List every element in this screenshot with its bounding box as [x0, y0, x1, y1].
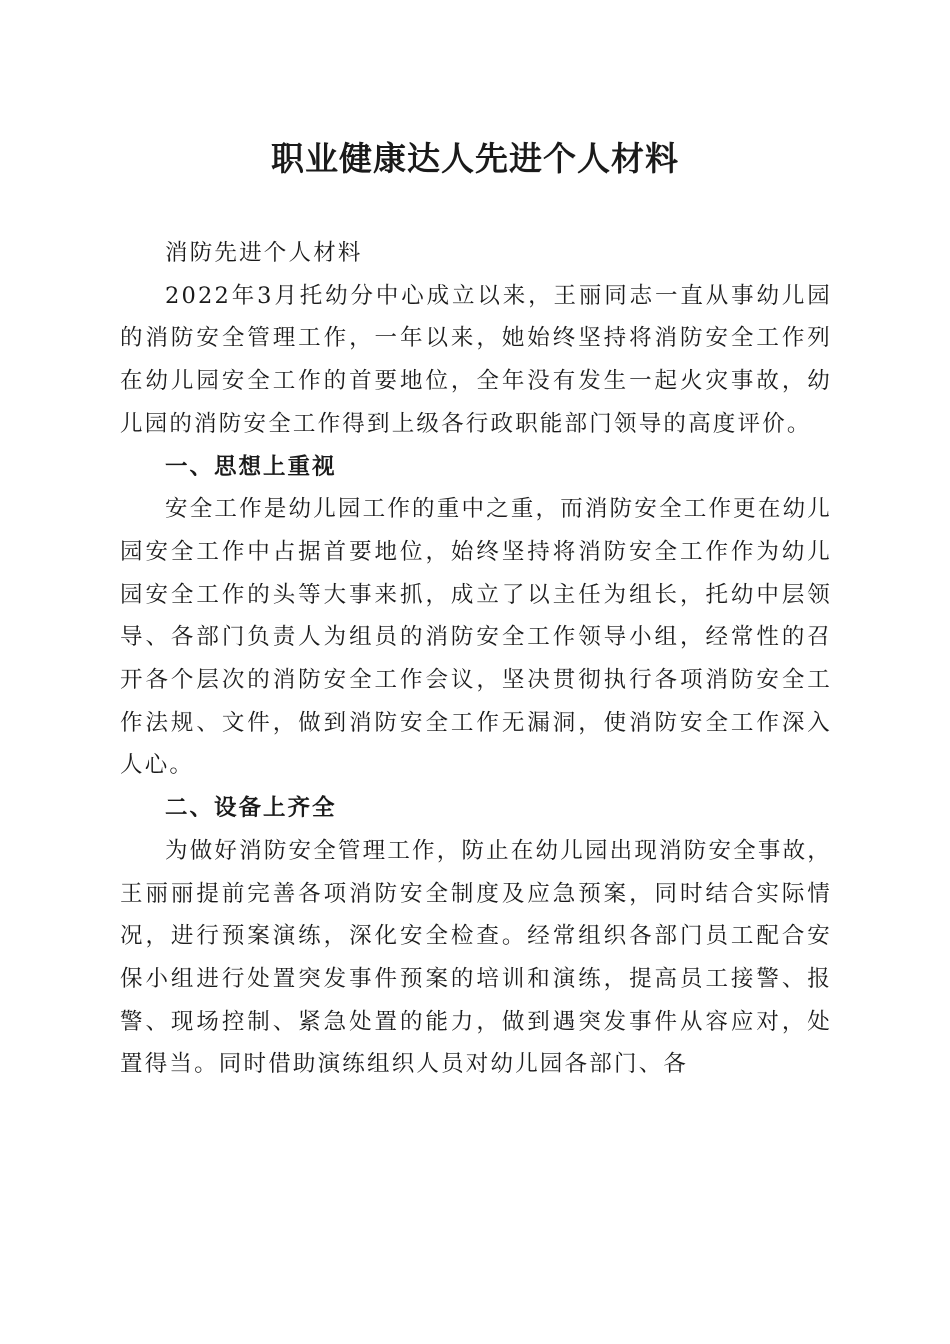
section-paragraph-2: 为做好消防安全管理工作，防止在幼儿园出现消防安全事故，王丽丽提前完善各项消防安全制度及应急预案，同时结合实际情况，进行预案演练，深化安全检查。经常组织各部门员工配合安保小组进行处置突发事件预案的培训和演练，提高员工接警、报警、现场控制、紧急处置的能力，做到遇突发事件从容应对，处置得当。同时借助演练组织人员对幼儿园各部门、各 [120, 837, 832, 1078]
section-heading-2: 二、设备上齐全 [165, 795, 337, 822]
document-body [120, 232, 832, 1086]
section-paragraph-1: 安全工作是幼儿园工作的重中之重，而消防安全工作更在幼儿园安全工作中占据首要地位，始终坚持将消防安全工作作为幼儿园安全工作的头等大事来抓，成立了以主任为组长，托幼中层领导、各部门负责人为组员的消防安全工作领导小组，经常性的召开各个层次的消防安全工作会议，坚决贯彻执行各项消防安全工作法规、文件，做到消防安全工作无漏洞，使消防安全工作深入人心。 [120, 496, 832, 779]
subtitle-paragraph: 消防先进个人材料 [165, 240, 363, 266]
document-title: 职业健康达人先进个人材料 [271, 139, 679, 178]
intro-paragraph: 2022年3月托幼分中心成立以来，王丽同志一直从事幼儿园的消防安全管理工作，一年以来，她始终坚持将消防安全工作列在幼儿园安全工作的首要地位，全年没有发生一起火灾事故，幼儿园的消防安全工作得到上级各行政职能部门领导的高度评价。 [120, 282, 832, 437]
section-heading-1: 一、思想上重视 [165, 453, 337, 480]
